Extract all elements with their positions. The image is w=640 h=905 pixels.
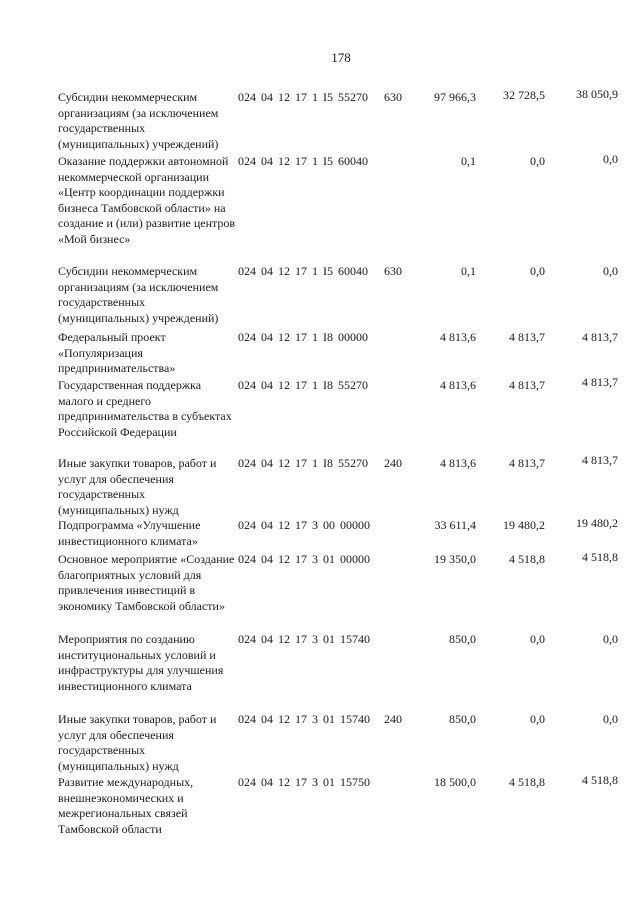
row-code: 024 04 12 17 1 I5 55270: [238, 90, 368, 104]
row-code: 024 04 12 17 1 I5 60040: [238, 264, 368, 278]
row-code: 024 04 12 17 1 I8 00000: [238, 330, 368, 344]
row-value-3: 4 813,7: [582, 330, 618, 344]
row-value-2: 19 480,2: [503, 518, 545, 532]
row-name: Федеральный проект «Популяризация предпринимательства»: [58, 330, 176, 375]
row-name: Государственная поддержка малого и среднего предпринимательства в субъектах Российской Федерации: [58, 378, 232, 439]
row-vr: 630: [384, 264, 402, 278]
row-value-1: 4 813,6: [440, 378, 476, 392]
row-value-1: 97 966,3: [434, 90, 476, 104]
row-value-3: 0,0: [603, 632, 618, 646]
row-value-1: 18 500,0: [434, 775, 476, 789]
row-code: 024 04 12 17 3 01 15740: [238, 712, 370, 726]
row-value-2: 0,0: [530, 154, 545, 168]
row-vr: 240: [384, 712, 402, 726]
row-value-3: 19 480,2: [576, 516, 618, 530]
row-code: 024 04 12 17 3 01 15740: [238, 632, 370, 646]
row-value-3: 4 813,7: [582, 453, 618, 467]
row-value-3: 0,0: [603, 712, 618, 726]
row-code: 024 04 12 17 3 00 00000: [238, 518, 370, 532]
row-name: Основное мероприятие «Создание благоприятных условий для привлечения инвестиций в экономику Тамбовской области»: [58, 552, 235, 613]
row-name: Субсидии некоммерческим организациям (за исключением государственных (муниципальных) учреждений): [58, 264, 219, 325]
row-value-2: 4 518,8: [509, 552, 545, 566]
row-vr: 240: [384, 456, 402, 470]
row-value-2: 32 728,5: [503, 88, 545, 102]
row-value-1: 19 350,0: [434, 552, 476, 566]
row-value-3: 0,0: [603, 264, 618, 278]
row-name: Иные закупки товаров, работ и услуг для обеспечения государственных (муниципальных) нужд: [58, 456, 217, 517]
row-value-2: 4 813,7: [509, 456, 545, 470]
row-name: Развитие международных, внешнеэкономических и межрегиональных связей Тамбовской области: [58, 775, 194, 836]
row-value-3: 0,0: [603, 152, 618, 166]
row-code: 024 04 12 17 3 01 00000: [238, 552, 370, 566]
row-value-1: 4 813,6: [440, 330, 476, 344]
row-value-2: 4 813,7: [509, 378, 545, 392]
page-number: 178: [331, 50, 351, 65]
row-value-3: 4 518,8: [582, 550, 618, 564]
row-value-3: 38 050,9: [576, 87, 618, 101]
row-value-1: 4 813,6: [440, 456, 476, 470]
row-value-1: 850,0: [449, 632, 476, 646]
row-value-1: 0,1: [461, 264, 476, 278]
row-name: Иные закупки товаров, работ и услуг для обеспечения государственных (муниципальных) нужд: [58, 712, 217, 773]
row-value-3: 4 518,8: [582, 773, 618, 787]
row-name: Мероприятия по созданию институциональных условий и инфраструктуры для улучшения инвестиционного климата: [58, 632, 224, 693]
row-name: Оказание поддержки автономной некоммерческой организации «Центр координации поддержки бизнеса Тамбовской области» на создание и (или) развитие центров «Мой бизнес»: [58, 154, 236, 246]
row-name: Подпрограмма «Улучшение инвестиционного климата»: [58, 518, 201, 548]
row-value-1: 33 611,4: [434, 518, 476, 532]
row-value-1: 0,1: [461, 154, 476, 168]
row-vr: 630: [384, 90, 402, 104]
row-value-2: 4 518,8: [509, 775, 545, 789]
row-code: 024 04 12 17 1 I8 55270: [238, 378, 368, 392]
row-value-2: 0,0: [530, 264, 545, 278]
row-code: 024 04 12 17 3 01 15750: [238, 775, 370, 789]
row-name: Субсидии некоммерческим организациям (за исключением государственных (муниципальных) учреждений): [58, 90, 219, 151]
row-value-2: 0,0: [530, 632, 545, 646]
row-value-1: 850,0: [449, 712, 476, 726]
row-value-2: 0,0: [530, 712, 545, 726]
row-code: 024 04 12 17 1 I8 55270: [238, 456, 368, 470]
row-value-2: 4 813,7: [509, 330, 545, 344]
row-value-3: 4 813,7: [582, 375, 618, 389]
row-code: 024 04 12 17 1 I5 60040: [238, 154, 368, 168]
